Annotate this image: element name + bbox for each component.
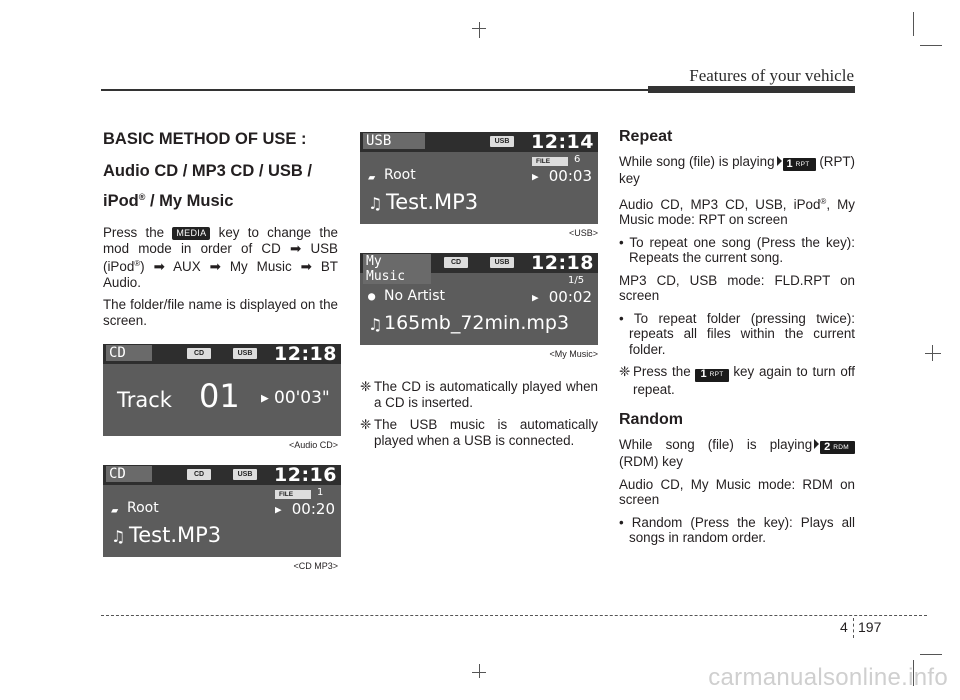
folder-icon: ▰ [368, 170, 376, 184]
artist-name: No Artist [384, 288, 445, 304]
bullet-random: • Random (Press the key): Plays all songs in random order. [619, 514, 855, 546]
clock: 12:16 [274, 465, 337, 486]
crop-mark-bottom-right-h [920, 654, 942, 655]
right-arrow-icon: ➡ [153, 259, 165, 274]
watermark: carmanualsonline.info [708, 664, 948, 691]
header-bar [648, 86, 855, 93]
music-note-icon: ♫ [111, 527, 126, 546]
caption-my-music: <My Music> [549, 349, 598, 359]
track-number: 01 [199, 377, 240, 415]
elapsed-time: 00'03" [274, 388, 330, 408]
clock: 12:14 [531, 132, 594, 153]
usb-tag-icon: USB [233, 469, 257, 480]
crop-mark-right-h [925, 353, 941, 354]
usb-tag-icon: USB [490, 257, 514, 268]
my-music-display [360, 253, 598, 345]
key-pointer-icon [777, 156, 782, 166]
column-right [619, 128, 855, 553]
column-left [103, 118, 338, 586]
play-icon: ▶ [275, 503, 282, 516]
bullet-repeat-one: • To repeat one song (Press the key): Repeats the current song. [619, 234, 855, 266]
heading-basic-method: BASIC METHOD OF USE : [103, 130, 307, 148]
right-arrow-icon: ➡ [290, 240, 302, 256]
heading-ipod-mymusic: iPod® / My Music [103, 192, 234, 210]
track-counter: 1/5 [568, 275, 585, 286]
section-title: Features of your vehicle [689, 66, 854, 85]
file-badge: FILE [532, 157, 568, 166]
rdm-key-icon: 2 RDM [820, 441, 855, 454]
music-note-icon: ♫ [368, 194, 383, 213]
elapsed-time: 00:20 [291, 500, 335, 518]
usb-tag-icon: USB [233, 348, 257, 359]
elapsed-time: 00:03 [548, 167, 592, 185]
usb-tag-icon: USB [490, 136, 514, 147]
paragraph-repeat-key: While song (file) is playing 1 RPT (RPT) key [619, 154, 856, 187]
file-name: Test.MP3 [386, 190, 479, 214]
bullet-repeat-folder: • To repeat folder (pressing twice): repeats all files within the current folder. [619, 310, 855, 357]
play-icon: ▶ [261, 391, 269, 406]
music-note-icon: ♫ [368, 315, 383, 334]
clock: 12:18 [274, 344, 337, 365]
cd-mp3-display [103, 465, 341, 557]
key-pointer-icon [814, 439, 819, 449]
page-separator [853, 618, 854, 638]
heading-random: Random [619, 411, 683, 428]
cd-tag-icon: CD [187, 348, 211, 359]
folder-name: Root [384, 167, 416, 183]
caption-audio-cd: <Audio CD> [288, 440, 338, 450]
crop-mark-top-center-v [479, 22, 480, 38]
paragraph-rdm-on-screen: Audio CD, My Music mode: RDM on screen [619, 476, 855, 508]
crop-mark-right-v [932, 345, 933, 361]
elapsed-time: 00:02 [548, 288, 592, 306]
rpt-key-icon: 1 RPT [783, 158, 816, 171]
paragraph-rpt-on-screen: Audio CD, MP3 CD, USB, iPod®, My Music mode: RPT on screen [619, 196, 855, 228]
mode-label: My Music [363, 254, 431, 284]
file-number: 6 [574, 154, 581, 165]
caption-cd-mp3: <CD MP3> [293, 561, 338, 571]
mode-label: USB [363, 133, 425, 149]
file-number: 1 [317, 487, 324, 498]
page-number: 197 [858, 619, 882, 635]
paragraph-mode-order: Press the MEDIA key to change the mod mode in order of CD ➡ USB (iPod®) ➡ AUX ➡ My Music ➡ BT Audio. [103, 225, 338, 290]
audio-cd-display [103, 344, 341, 436]
heading-repeat: Repeat [619, 128, 673, 145]
right-arrow-icon: ➡ [300, 259, 312, 274]
mode-label: CD [106, 345, 152, 361]
usb-display [360, 132, 598, 224]
play-icon: ▶ [532, 170, 539, 183]
paragraph-fld-rpt: MP3 CD, USB mode: FLD.RPT on screen [619, 272, 855, 304]
file-name: Test.MP3 [129, 523, 222, 547]
crop-mark-bottom-center-v [479, 664, 480, 678]
crop-mark-top-right-v [913, 12, 914, 36]
cd-tag-icon: CD [444, 257, 468, 268]
note-turn-off-repeat: ❈ Press the 1 RPT key again to turn off repeat. [619, 364, 855, 397]
heading-sources: Audio CD / MP3 CD / USB / [103, 162, 313, 180]
play-icon: ▶ [532, 291, 539, 304]
right-arrow-icon: ➡ [209, 259, 221, 274]
chapter-number: 4 [840, 619, 848, 635]
mode-label: CD [106, 466, 152, 482]
cd-tag-icon: CD [187, 469, 211, 480]
clock: 12:18 [531, 253, 594, 274]
person-icon: ● [368, 289, 376, 303]
track-label: Track [117, 388, 172, 412]
footer-rule [101, 615, 927, 616]
file-name: 165mb_72min.mp3 [384, 312, 570, 334]
note-cd-autoplay: ❈ The CD is automatically played when a CD is inserted. [360, 379, 598, 410]
file-badge: FILE [275, 490, 311, 499]
paragraph-random-key: While song (file) is playing 2 RDM (RDM) key [619, 437, 855, 470]
folder-icon: ▰ [111, 503, 119, 517]
paragraph-folder-display: The folder/file name is displayed on the screen. [103, 297, 338, 328]
folder-name: Root [127, 500, 159, 516]
rpt-key-icon: 1 RPT [695, 369, 728, 382]
column-middle [360, 132, 598, 455]
crop-mark-top-right-h [920, 45, 942, 46]
caption-usb: <USB> [568, 228, 598, 238]
note-usb-autoplay: ❈ The USB music is automatically played when a USB is connected. [360, 417, 598, 448]
media-key-icon: MEDIA [172, 227, 210, 240]
